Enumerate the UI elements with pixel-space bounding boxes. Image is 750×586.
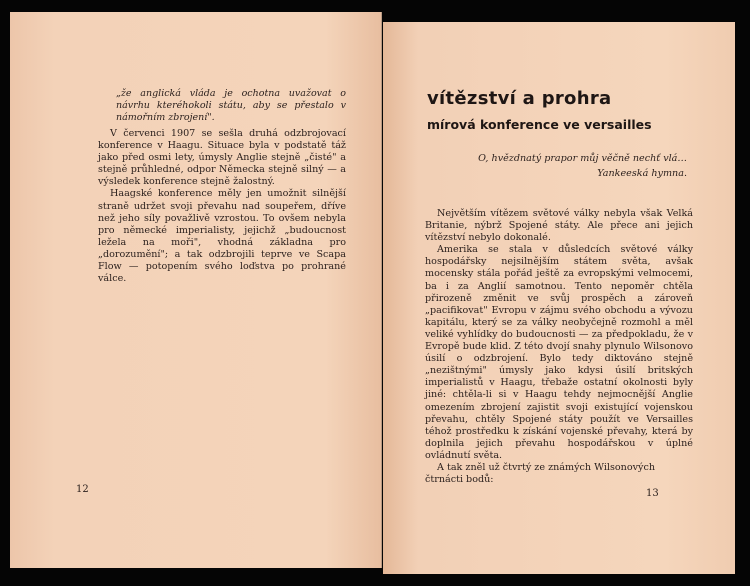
left-page — [10, 12, 382, 568]
chapter-title: vítězství a prohra — [427, 88, 612, 109]
paragraph: Amerika se stala v důsledcích světové války hospodářsky nejsilnějším státem světa, avšak mocensky stála pořád ještě za evropskými velmocemi, ba i za Anglií samotnou. Tento nepoměr chtěla přirozeně změnit ve svůj prospěch a zároveň „pacifikovat" Evropu v zájmu svého obchodu a vývozu kapitálu, který se za války neobyčejně rozmohl a měl veliké vyhlídky do budoucnosti — za předpokladu, že v Evropě bude klid. Z této dvojí snahy plynulo Wilsonovo úsilí o odzbrojení. Bylo tedy diktováno stejně „nezištnými" úmysly jako kdysi úsilí britských imperialistů v Haagu, třebaže ostatní okolnosti byly jiné: chtěla-li si v Haagu tehdy nejmocnější Anglie omezením zbrojení zajistit svoji existující vojenskou převahu, chtěly Spojené státy použít ve Versailles téhož prostředku k získání vojenské převahy, která by doplnila jejich převahu hospodářskou v úplné ovládnutí světa. — [425, 244, 693, 461]
right-body-text — [425, 208, 693, 486]
chapter-subtitle: mírová konference ve versailles — [427, 117, 652, 132]
paragraph: Největším vítězem světové války nebyla však Velká Britanie, nýbrž Spojené státy. Ale přece ani jejich vítězství nebylo dokonalé. — [425, 208, 693, 244]
page-number: 12 — [76, 484, 89, 495]
quote-text: „že anglická vláda je ochotna uvažovat o návrhu kteréhokoli státu, aby se přestalo v námořním zbrojení". — [116, 88, 346, 123]
epigraph-line: O, hvězdnatý prapor můj věčně nechť vlá… — [478, 153, 687, 164]
epigraph — [447, 151, 687, 181]
paragraph: Haagské konference měly jen umožnit silnější straně udržet svoji převahu nad soupeřem, dříve než jeho síly považlivě vzrostou. To ovšem nebyla pro německé imperialisty, jejichž „budoucnost ležela na moři", vhodná základna pro „dorozumění"; a tak odzbrojili teprve ve Scapa Flow — potopením svého loďstva po prohrané válce. — [98, 188, 346, 285]
paragraph: A tak zněl už čtvrtý ze známých Wilsonových čtrnácti bodů: — [425, 461, 656, 486]
page-number: 13 — [646, 488, 659, 499]
right-page — [383, 22, 735, 574]
epigraph-source: Yankeeská hymna. — [597, 168, 687, 179]
paragraph: V červenci 1907 se sešla druhá odzbrojovací konference v Haagu. Situace byla v podstatě táž jako před osmi lety, úmysly Anglie stejně „čisté" a stejně průhledné, odpor Německa stejně silný — a výsledek konference stejně žalostný. — [98, 128, 346, 188]
left-body-text — [98, 128, 346, 285]
